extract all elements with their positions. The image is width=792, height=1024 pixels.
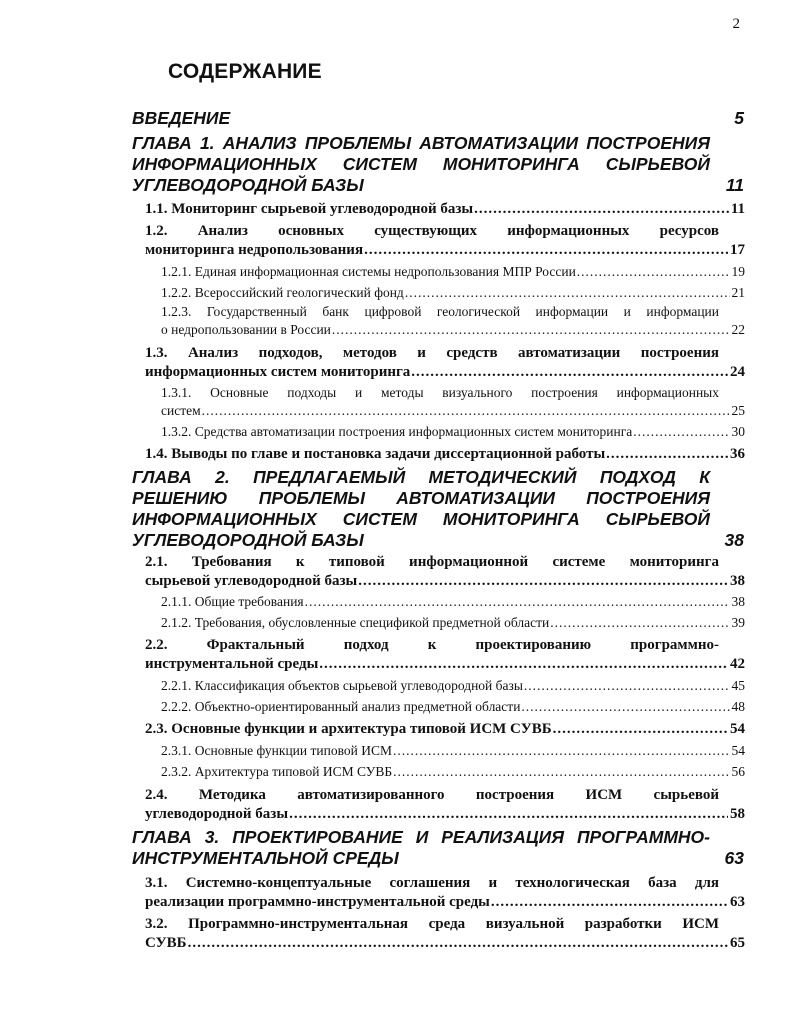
toc-page-number: 63 — [724, 848, 744, 868]
toc-section-title: 1.1. Мониторинг сырьевой углеводородной базы — [145, 201, 474, 217]
toc-page-number: 19 — [731, 264, 745, 279]
toc-page-number: 38 — [730, 573, 745, 589]
toc-section-1-4[interactable] — [145, 445, 745, 464]
toc-subsection-title: 2.2.1. Классификация объектов сырьевой углеводородной базы — [161, 678, 523, 693]
toc-chapter-title: ВВЕДЕНИЕ — [132, 108, 231, 128]
toc-page-number: 25 — [731, 403, 745, 418]
toc-page-number: 63 — [730, 894, 745, 910]
toc-page-number: 22 — [731, 322, 745, 337]
toc-leader-dots — [405, 284, 730, 302]
toc-page-number: 54 — [731, 743, 745, 758]
toc-section-title-cont: информационных систем мониторинга — [145, 364, 411, 380]
toc-subsection-title: 1.2.2. Всероссийский геологический фонд — [161, 285, 404, 300]
toc-subsection-title: 2.2.2. Объектно-ориентированный анализ предметной области — [161, 699, 521, 714]
toc-subsection-title: 1.2.1. Единая информационная системы недропользования МПР России — [161, 264, 576, 279]
toc-section-2-3[interactable] — [145, 720, 745, 739]
toc-section-title-cont: углеводородной базы — [145, 806, 289, 822]
toc-page-number: 39 — [731, 615, 745, 630]
toc-section-2-2[interactable] — [145, 636, 745, 674]
toc-leader-dots — [358, 572, 728, 591]
toc-subsection-title: 2.3.1. Основные функции типовой ИСМ — [161, 743, 392, 758]
toc-section-title-cont: инструментальной среды — [145, 656, 319, 672]
toc-subsection-title: 2.1.1. Общие требования — [161, 594, 304, 609]
toc-subsection-1-3-2[interactable] — [161, 423, 745, 441]
toc-subsection-1-3-1[interactable] — [161, 384, 745, 420]
toc-leader-dots — [633, 423, 729, 441]
toc-leader-dots — [474, 200, 729, 219]
toc-section-title-cont: сырьевой углеводородной базы — [145, 573, 358, 589]
toc-page-number: 65 — [730, 935, 745, 951]
toc-chapter-title: ГЛАВА 2. ПРЕДЛАГАЕМЫЙ МЕТОДИЧЕСКИЙ ПОДХОД К РЕШЕНИЮ ПРОБЛЕМЫ АВТОМАТИЗАЦИИ ПОСТРОЕНИЯ ИНФОРМАЦИОННЫХ СИСТЕМ МОНИТОРИНГА СЫРЬЕВОЙ УГЛЕВОДОРОДНОЙ БАЗЫ — [132, 467, 710, 550]
toc-section-1-1[interactable] — [145, 200, 745, 219]
toc-subsection-2-3-2[interactable] — [161, 763, 745, 781]
toc-section-title-cont: мониторинга недропользования — [145, 242, 364, 258]
toc-leader-dots — [524, 677, 730, 695]
toc-section-1-3[interactable] — [145, 344, 745, 382]
toc-leader-dots — [289, 805, 728, 824]
toc-leader-dots — [606, 445, 728, 464]
toc-leader-dots — [202, 402, 730, 420]
toc-leader-dots — [364, 241, 728, 260]
toc-subsection-1-2-3[interactable] — [161, 303, 745, 339]
toc-subsection-1-2-2[interactable] — [161, 284, 745, 302]
toc-page-number: 11 — [730, 201, 745, 217]
toc-chapter-2[interactable] — [132, 467, 744, 551]
toc-leader-dots — [411, 363, 728, 382]
toc-section-3-2[interactable] — [145, 915, 745, 953]
toc-leader-dots — [393, 742, 730, 760]
toc-leader-dots — [553, 720, 728, 739]
toc-chapter-title: ГЛАВА 1. АНАЛИЗ ПРОБЛЕМЫ АВТОМАТИЗАЦИИ ПОСТРОЕНИЯ ИНФОРМАЦИОННЫХ СИСТЕМ МОНИТОРИНГА СЫРЬЕВОЙ УГЛЕВОДОРОДНОЙ БАЗЫ — [132, 133, 710, 195]
toc-page-number: 45 — [731, 678, 745, 693]
toc-section-title: 1.2. Анализ основных существующих информационных ресурсов — [145, 223, 719, 239]
toc-page-number: 17 — [730, 242, 745, 258]
toc-chapter-1[interactable] — [132, 133, 744, 196]
toc-subsection-2-1-1[interactable] — [161, 593, 745, 611]
toc-section-title: 2.2. Фрактальный подход к проектированию программно- — [145, 637, 719, 653]
toc-leader-dots — [305, 593, 730, 611]
toc-subsection-2-2-2[interactable] — [161, 698, 745, 716]
toc-leader-dots — [319, 655, 728, 674]
toc-subsection-title: 1.2.3. Государственный банк цифровой геологической информации и информации — [161, 304, 719, 319]
toc-leader-dots — [550, 614, 729, 632]
toc-section-2-4[interactable] — [145, 786, 745, 824]
toc-chapter-intro[interactable] — [132, 108, 744, 129]
toc-page-number: 48 — [731, 699, 745, 714]
toc-section-title: 3.1. Системно-концептуальные соглашения и технологическая база для — [145, 875, 719, 891]
toc-subsection-title: 2.1.2. Требования, обусловленные спецификой предметной области — [161, 615, 550, 630]
toc-page-number: 58 — [730, 806, 745, 822]
toc-chapter-title: ГЛАВА 3. ПРОЕКТИРОВАНИЕ И РЕАЛИЗАЦИЯ ПРОГРАММНО-ИНСТРУМЕНТАЛЬНОЙ СРЕДЫ — [132, 827, 710, 868]
toc-section-1-2[interactable] — [145, 222, 745, 260]
toc-subsection-title-cont: о недропользовании в России — [161, 322, 331, 337]
toc-leader-dots — [491, 893, 728, 912]
toc-page-number: 24 — [730, 364, 745, 380]
page-title: СОДЕРЖАНИЕ — [168, 60, 322, 83]
toc-page-number: 30 — [731, 424, 745, 439]
toc-leader-dots — [332, 321, 730, 339]
toc-leader-dots — [393, 763, 729, 781]
toc-page-number: 36 — [730, 446, 745, 462]
toc-leader-dots — [521, 698, 729, 716]
toc-subsection-1-2-1[interactable] — [161, 263, 745, 281]
toc-leader-dots — [577, 263, 730, 281]
toc-section-title: 1.4. Выводы по главе и постановка задачи диссертационной работы — [145, 446, 606, 462]
toc-section-title: 1.3. Анализ подходов, методов и средств автоматизации построения — [145, 345, 719, 361]
toc-subsection-2-2-1[interactable] — [161, 677, 745, 695]
toc-subsection-title-cont: систем — [161, 403, 201, 418]
toc-subsection-title: 2.3.2. Архитектура типовой ИСМ СУВБ — [161, 764, 393, 779]
toc-subsection-title: 1.3.2. Средства автоматизации построения информационных систем мониторинга — [161, 424, 633, 439]
toc-section-title: 3.2. Программно-инструментальная среда визуальной разработки ИСМ — [145, 916, 719, 932]
page-number: 2 — [732, 16, 740, 32]
toc-page-number: 11 — [725, 175, 744, 195]
toc-page-number: 38 — [724, 530, 744, 550]
toc-page-number: 54 — [730, 721, 745, 737]
toc-subsection-2-3-1[interactable] — [161, 742, 745, 760]
toc-section-title: 2.1. Требования к типовой информационной системе мониторинга — [145, 554, 719, 570]
toc-page-number: 56 — [731, 764, 745, 779]
toc-leader-dots — [188, 934, 728, 953]
toc-page-number: 21 — [731, 285, 745, 300]
toc-section-2-1[interactable] — [145, 553, 745, 591]
toc-section-title: 2.4. Методика автоматизированного построения ИСМ сырьевой — [145, 787, 719, 803]
toc-page-number: 42 — [730, 656, 745, 672]
toc-section-3-1[interactable] — [145, 874, 745, 912]
toc-page-number: 5 — [734, 108, 744, 128]
toc-subsection-2-1-2[interactable] — [161, 614, 745, 632]
toc-section-title-cont: СУВБ — [145, 935, 187, 951]
toc-chapter-3[interactable] — [132, 827, 744, 869]
toc-section-title: 2.3. Основные функции и архитектура типовой ИСМ СУВБ — [145, 721, 552, 737]
toc-subsection-title: 1.3.1. Основные подходы и методы визуального построения информационных — [161, 385, 719, 400]
toc-section-title-cont: реализации программно-инструментальной среды — [145, 894, 490, 910]
toc-page-number: 38 — [731, 594, 745, 609]
